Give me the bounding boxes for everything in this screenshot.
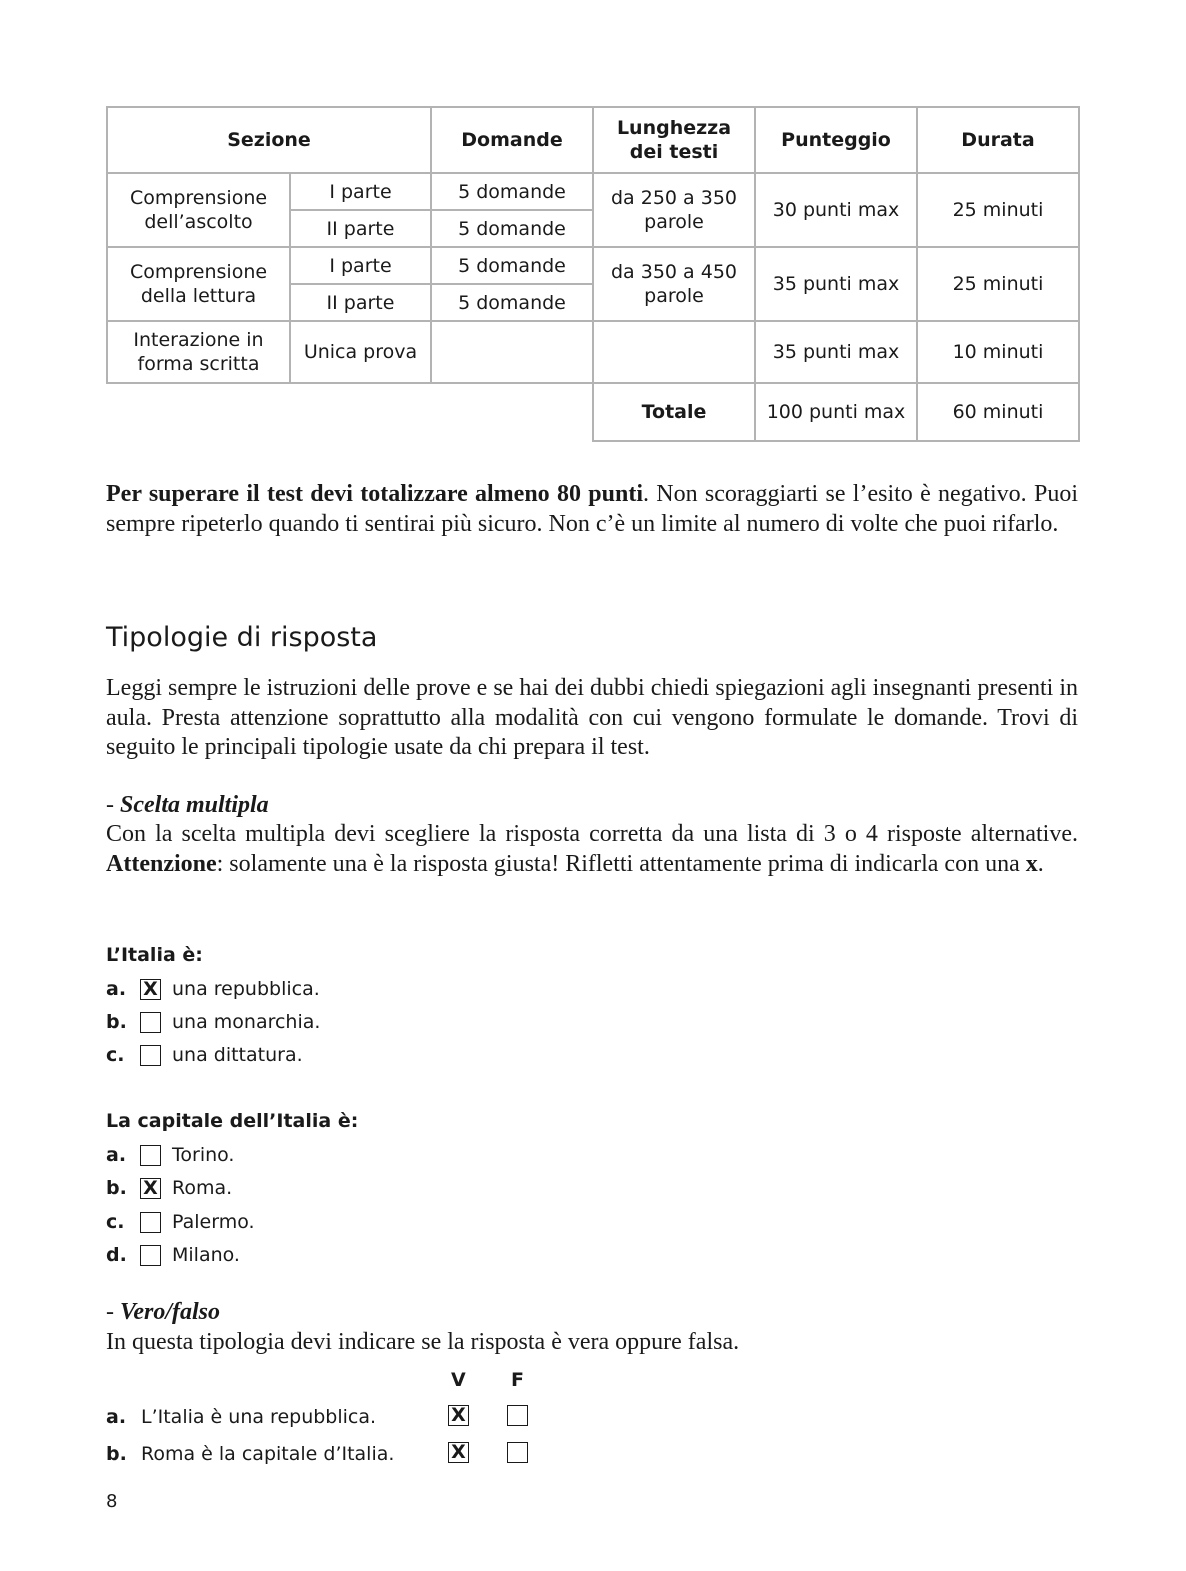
option-text: una dittatura. — [172, 1044, 303, 1066]
domande-cell: 5 domande — [431, 210, 593, 247]
punteggio-cell: 35 punti max — [755, 321, 917, 383]
item-letter: a. — [106, 1406, 127, 1428]
part-cell: I parte — [290, 247, 431, 284]
part-cell: II parte — [290, 284, 431, 321]
option-item — [106, 1142, 234, 1168]
multiple-choice-heading — [106, 791, 269, 821]
length-cell — [593, 247, 755, 321]
checkbox[interactable] — [140, 1045, 161, 1066]
checkbox[interactable] — [140, 1012, 161, 1033]
option-text: Milano. — [172, 1244, 240, 1266]
part-cell: I parte — [290, 173, 431, 210]
false-checkbox[interactable] — [507, 1442, 528, 1463]
dash: - — [106, 792, 120, 818]
domande-cell: 5 domande — [431, 247, 593, 284]
section-interazione-line1: Interazione in — [133, 329, 264, 351]
total-durata: 60 minuti — [917, 383, 1079, 441]
length-line1: da 250 a 350 — [611, 187, 737, 209]
header-lunghezza-line1: Lunghezza — [616, 117, 732, 139]
total-label: Totale — [593, 383, 755, 441]
section-lettura — [107, 247, 290, 321]
table-row — [107, 173, 1079, 210]
true-column-label: V — [451, 1369, 466, 1391]
checkbox[interactable] — [140, 1212, 161, 1233]
option-text: una monarchia. — [172, 1011, 321, 1033]
option-item — [106, 1209, 255, 1235]
true-checkbox[interactable]: X — [448, 1405, 469, 1426]
domande-cell: 5 domande — [431, 284, 593, 321]
option-letter: a. — [106, 1144, 127, 1166]
multiple-choice-paragraph — [106, 820, 1078, 879]
true-false-heading — [106, 1298, 220, 1328]
item-letter: b. — [106, 1443, 127, 1465]
header-domande: Domande — [431, 107, 593, 173]
checkbox[interactable] — [140, 1245, 161, 1266]
punteggio-cell: 30 punti max — [755, 173, 917, 247]
option-item — [106, 1175, 232, 1201]
false-column-label: F — [511, 1369, 524, 1391]
header-durata: Durata — [917, 107, 1079, 173]
mc-text-1: Con la scelta multipla devi scegliere la risposta corretta da una lista di 3 o 4 risposte alternative. — [106, 821, 1078, 847]
option-text: Roma. — [172, 1177, 233, 1199]
x-mark-label: x — [1025, 850, 1038, 877]
table-row — [107, 247, 1079, 284]
true-false-title: Vero/falso — [120, 1299, 221, 1325]
length-line2: parole — [644, 211, 704, 233]
durata-cell: 25 minuti — [917, 173, 1079, 247]
option-letter: a. — [106, 978, 127, 1000]
item-text: Roma è la capitale d’Italia. — [141, 1443, 395, 1465]
checkbox[interactable] — [140, 1145, 161, 1166]
header-lunghezza-line2: dei testi — [629, 141, 719, 163]
option-letter: c. — [106, 1211, 125, 1233]
true-false-item — [106, 1404, 376, 1430]
true-false-item — [106, 1441, 394, 1467]
option-letter: c. — [106, 1044, 125, 1066]
table-header-row — [107, 107, 1079, 173]
part-cell: II parte — [290, 210, 431, 247]
option-letter: b. — [106, 1011, 127, 1033]
page-number: 8 — [106, 1491, 118, 1512]
durata-cell: 10 minuti — [917, 321, 1079, 383]
total-punteggio: 100 punti max — [755, 383, 917, 441]
mc-text-2: : solamente una è la risposta giusta! Rifletti attentamente prima di indicarla con una — [216, 850, 1026, 877]
header-lunghezza — [593, 107, 755, 173]
question-title: La capitale dell’Italia è: — [106, 1110, 359, 1132]
false-checkbox[interactable] — [507, 1405, 528, 1426]
intro-bold: Per superare il test devi totalizzare almeno 80 punti — [106, 481, 643, 507]
checkbox[interactable]: X — [140, 979, 161, 1000]
section-lettura-line2: della lettura — [140, 285, 257, 307]
domande-cell: 5 domande — [431, 173, 593, 210]
dash: - — [106, 1299, 120, 1325]
option-item — [106, 1009, 320, 1035]
section-ascolto-line2: dell’ascolto — [144, 211, 253, 233]
table-row — [107, 321, 1079, 383]
section-ascolto-line1: Comprensione — [129, 187, 268, 209]
section-heading: Tipologie di risposta — [106, 622, 378, 653]
exam-structure-table — [106, 106, 1080, 442]
attention-label: Attenzione — [106, 850, 217, 877]
empty-cell — [593, 321, 755, 383]
punteggio-cell: 35 punti max — [755, 247, 917, 321]
option-item — [106, 976, 320, 1002]
mc-text-3: . — [1037, 850, 1044, 877]
length-line2: parole — [644, 285, 704, 307]
section-paragraph: Leggi sempre le istruzioni delle prove e se hai dei dubbi chiedi spiegazioni agli insegnanti presenti in aula. Presta attenzione soprattutto alla modalità con cui vengono formulate le domande. Trovi di seguito le principali tipologie usate da chi prepara il test. — [106, 675, 1078, 760]
section-ascolto — [107, 173, 290, 247]
item-text: L’Italia è una repubblica. — [141, 1406, 377, 1428]
intro-rest: . Non scoraggiarti se l’esito è negativo. Puoi sempre ripeterlo quando ti sentirai più sicuro. Non c’è un limite al numero di volte che puoi rifarlo. — [106, 481, 1078, 537]
option-text: Palermo. — [172, 1211, 255, 1233]
header-sezione: Sezione — [107, 107, 431, 173]
option-text: una repubblica. — [172, 978, 320, 1000]
question-title: L’Italia è: — [106, 944, 203, 966]
checkbox[interactable]: X — [140, 1178, 161, 1199]
section-interazione-line2: forma scritta — [137, 353, 260, 375]
total-row — [107, 383, 1079, 441]
header-punteggio: Punteggio — [755, 107, 917, 173]
option-text: Torino. — [172, 1144, 235, 1166]
empty-cell — [107, 383, 593, 441]
durata-cell: 25 minuti — [917, 247, 1079, 321]
option-letter: b. — [106, 1177, 127, 1199]
length-line1: da 350 a 450 — [611, 261, 737, 283]
true-false-paragraph: In questa tipologia devi indicare se la risposta è vera oppure falsa. — [106, 1329, 740, 1355]
empty-cell — [431, 321, 593, 383]
section-lettura-line1: Comprensione — [129, 261, 268, 283]
option-item — [106, 1242, 240, 1268]
option-letter: d. — [106, 1244, 127, 1266]
true-checkbox[interactable]: X — [448, 1442, 469, 1463]
section-interazione — [107, 321, 290, 383]
multiple-choice-title: Scelta multipla — [120, 792, 269, 818]
option-item — [106, 1042, 303, 1068]
part-cell: Unica prova — [290, 321, 431, 383]
length-cell — [593, 173, 755, 247]
intro-paragraph — [106, 480, 1078, 539]
